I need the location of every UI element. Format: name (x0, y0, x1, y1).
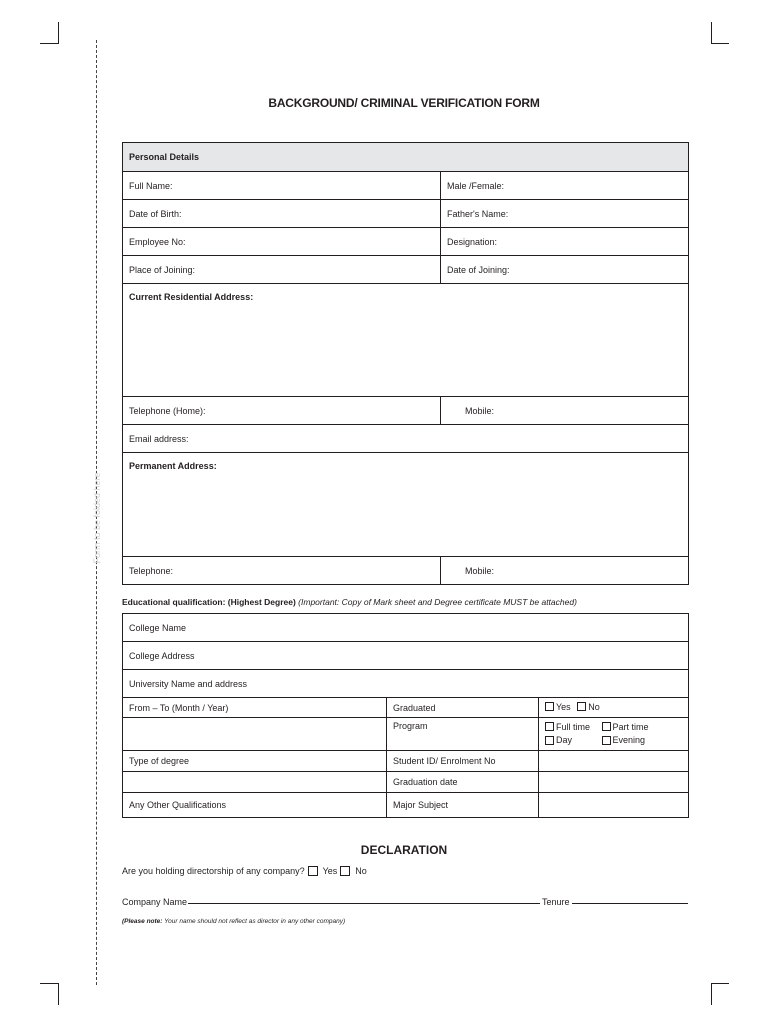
fold-instruction: Form to be folded here (92, 472, 102, 564)
crop-mark-top-left-h (40, 43, 58, 44)
full-time-label: Full time (556, 721, 591, 732)
company-tenure-row (122, 897, 688, 911)
graduation-date-label: Graduation date (387, 772, 539, 793)
father-name-field[interactable]: Father's Name: (441, 200, 689, 228)
please-note (122, 918, 345, 925)
part-time-label: Part time (612, 721, 649, 732)
full-time-checkbox[interactable] (545, 722, 554, 731)
program-label: Program (387, 718, 539, 751)
directorship-yes-label: Yes (322, 866, 338, 876)
graduated-options (539, 698, 689, 718)
directorship-question-text: Are you holding directorship of any company? (122, 866, 305, 876)
dob-field[interactable]: Date of Birth: (123, 200, 441, 228)
day-label: Day (556, 735, 573, 745)
graduated-no-checkbox[interactable] (577, 702, 586, 711)
company-name-line[interactable] (188, 903, 540, 904)
graduation-date-value[interactable] (539, 772, 689, 793)
employee-no-field[interactable]: Employee No: (123, 228, 441, 256)
other-qualifications-field[interactable]: Any Other Qualifications (123, 793, 387, 818)
please-note-label: (Please note: (122, 918, 163, 925)
major-subject-label: Major Subject (387, 793, 539, 818)
evening-checkbox[interactable] (602, 736, 611, 745)
personal-details-table (122, 142, 689, 585)
tenure-line[interactable] (572, 903, 688, 904)
directorship-question (122, 866, 367, 876)
form-title: BACKGROUND/ CRIMINAL VERIFICATION FORM (268, 96, 540, 110)
current-address-field[interactable]: Current Residential Address: (123, 284, 689, 397)
part-time-checkbox[interactable] (602, 722, 611, 731)
crop-mark-bottom-left-v (58, 983, 59, 1005)
telephone-field[interactable]: Telephone: (123, 557, 441, 585)
directorship-yes-checkbox[interactable] (308, 866, 318, 876)
declaration-title: DECLARATION (360, 843, 448, 857)
university-field[interactable]: University Name and address (123, 670, 689, 698)
crop-mark-top-right-v (711, 22, 712, 44)
directorship-no-checkbox[interactable] (340, 866, 350, 876)
permanent-address-field[interactable]: Permanent Address: (123, 453, 689, 557)
gender-field[interactable]: Male /Female: (441, 172, 689, 200)
personal-details-header: Personal Details (123, 143, 689, 172)
type-of-degree-field[interactable]: Type of degree (123, 751, 387, 772)
telephone-home-field[interactable]: Telephone (Home): (123, 397, 441, 425)
education-heading-note: (Important: Copy of Mark sheet and Degree certificate MUST be attached) (295, 597, 577, 607)
college-name-field[interactable]: College Name (123, 614, 689, 642)
full-name-field[interactable]: Full Name: (123, 172, 441, 200)
graduated-no-label: No (588, 701, 600, 712)
email-field[interactable]: Email address: (123, 425, 689, 453)
crop-mark-top-right-h (711, 43, 729, 44)
college-address-field[interactable]: College Address (123, 642, 689, 670)
graduated-yes-checkbox[interactable] (545, 702, 554, 711)
type-of-degree-value[interactable] (123, 772, 387, 793)
designation-field[interactable]: Designation: (441, 228, 689, 256)
mobile-field[interactable]: Mobile: (441, 397, 689, 425)
education-table (122, 613, 689, 818)
tenure-label: Tenure (542, 897, 570, 907)
from-to-field[interactable]: From – To (Month / Year) (123, 698, 387, 718)
education-heading (122, 597, 577, 607)
graduated-yes-label: Yes (556, 701, 571, 712)
evening-label: Evening (612, 735, 646, 745)
student-id-label: Student ID/ Enrolment No (387, 751, 539, 772)
please-note-text: Your name should not reflect as director in any other company) (162, 918, 346, 925)
directorship-no-label: No (355, 866, 367, 876)
mobile-2-field[interactable]: Mobile: (441, 557, 689, 585)
crop-mark-top-left-v (58, 22, 59, 44)
from-to-value-cell[interactable] (123, 718, 387, 751)
date-of-joining-field[interactable]: Date of Joining: (441, 256, 689, 284)
program-options (539, 718, 689, 751)
student-id-value[interactable] (539, 751, 689, 772)
major-subject-value[interactable] (539, 793, 689, 818)
day-checkbox[interactable] (545, 736, 554, 745)
crop-mark-bottom-right-v (711, 983, 712, 1005)
graduated-label: Graduated (387, 698, 539, 718)
company-name-label: Company Name (122, 897, 188, 907)
education-heading-title: Educational qualification: (Highest Degree) (122, 597, 296, 607)
place-of-joining-field[interactable]: Place of Joining: (123, 256, 441, 284)
crop-mark-bottom-left-h (40, 983, 58, 984)
crop-mark-bottom-right-h (711, 983, 729, 984)
